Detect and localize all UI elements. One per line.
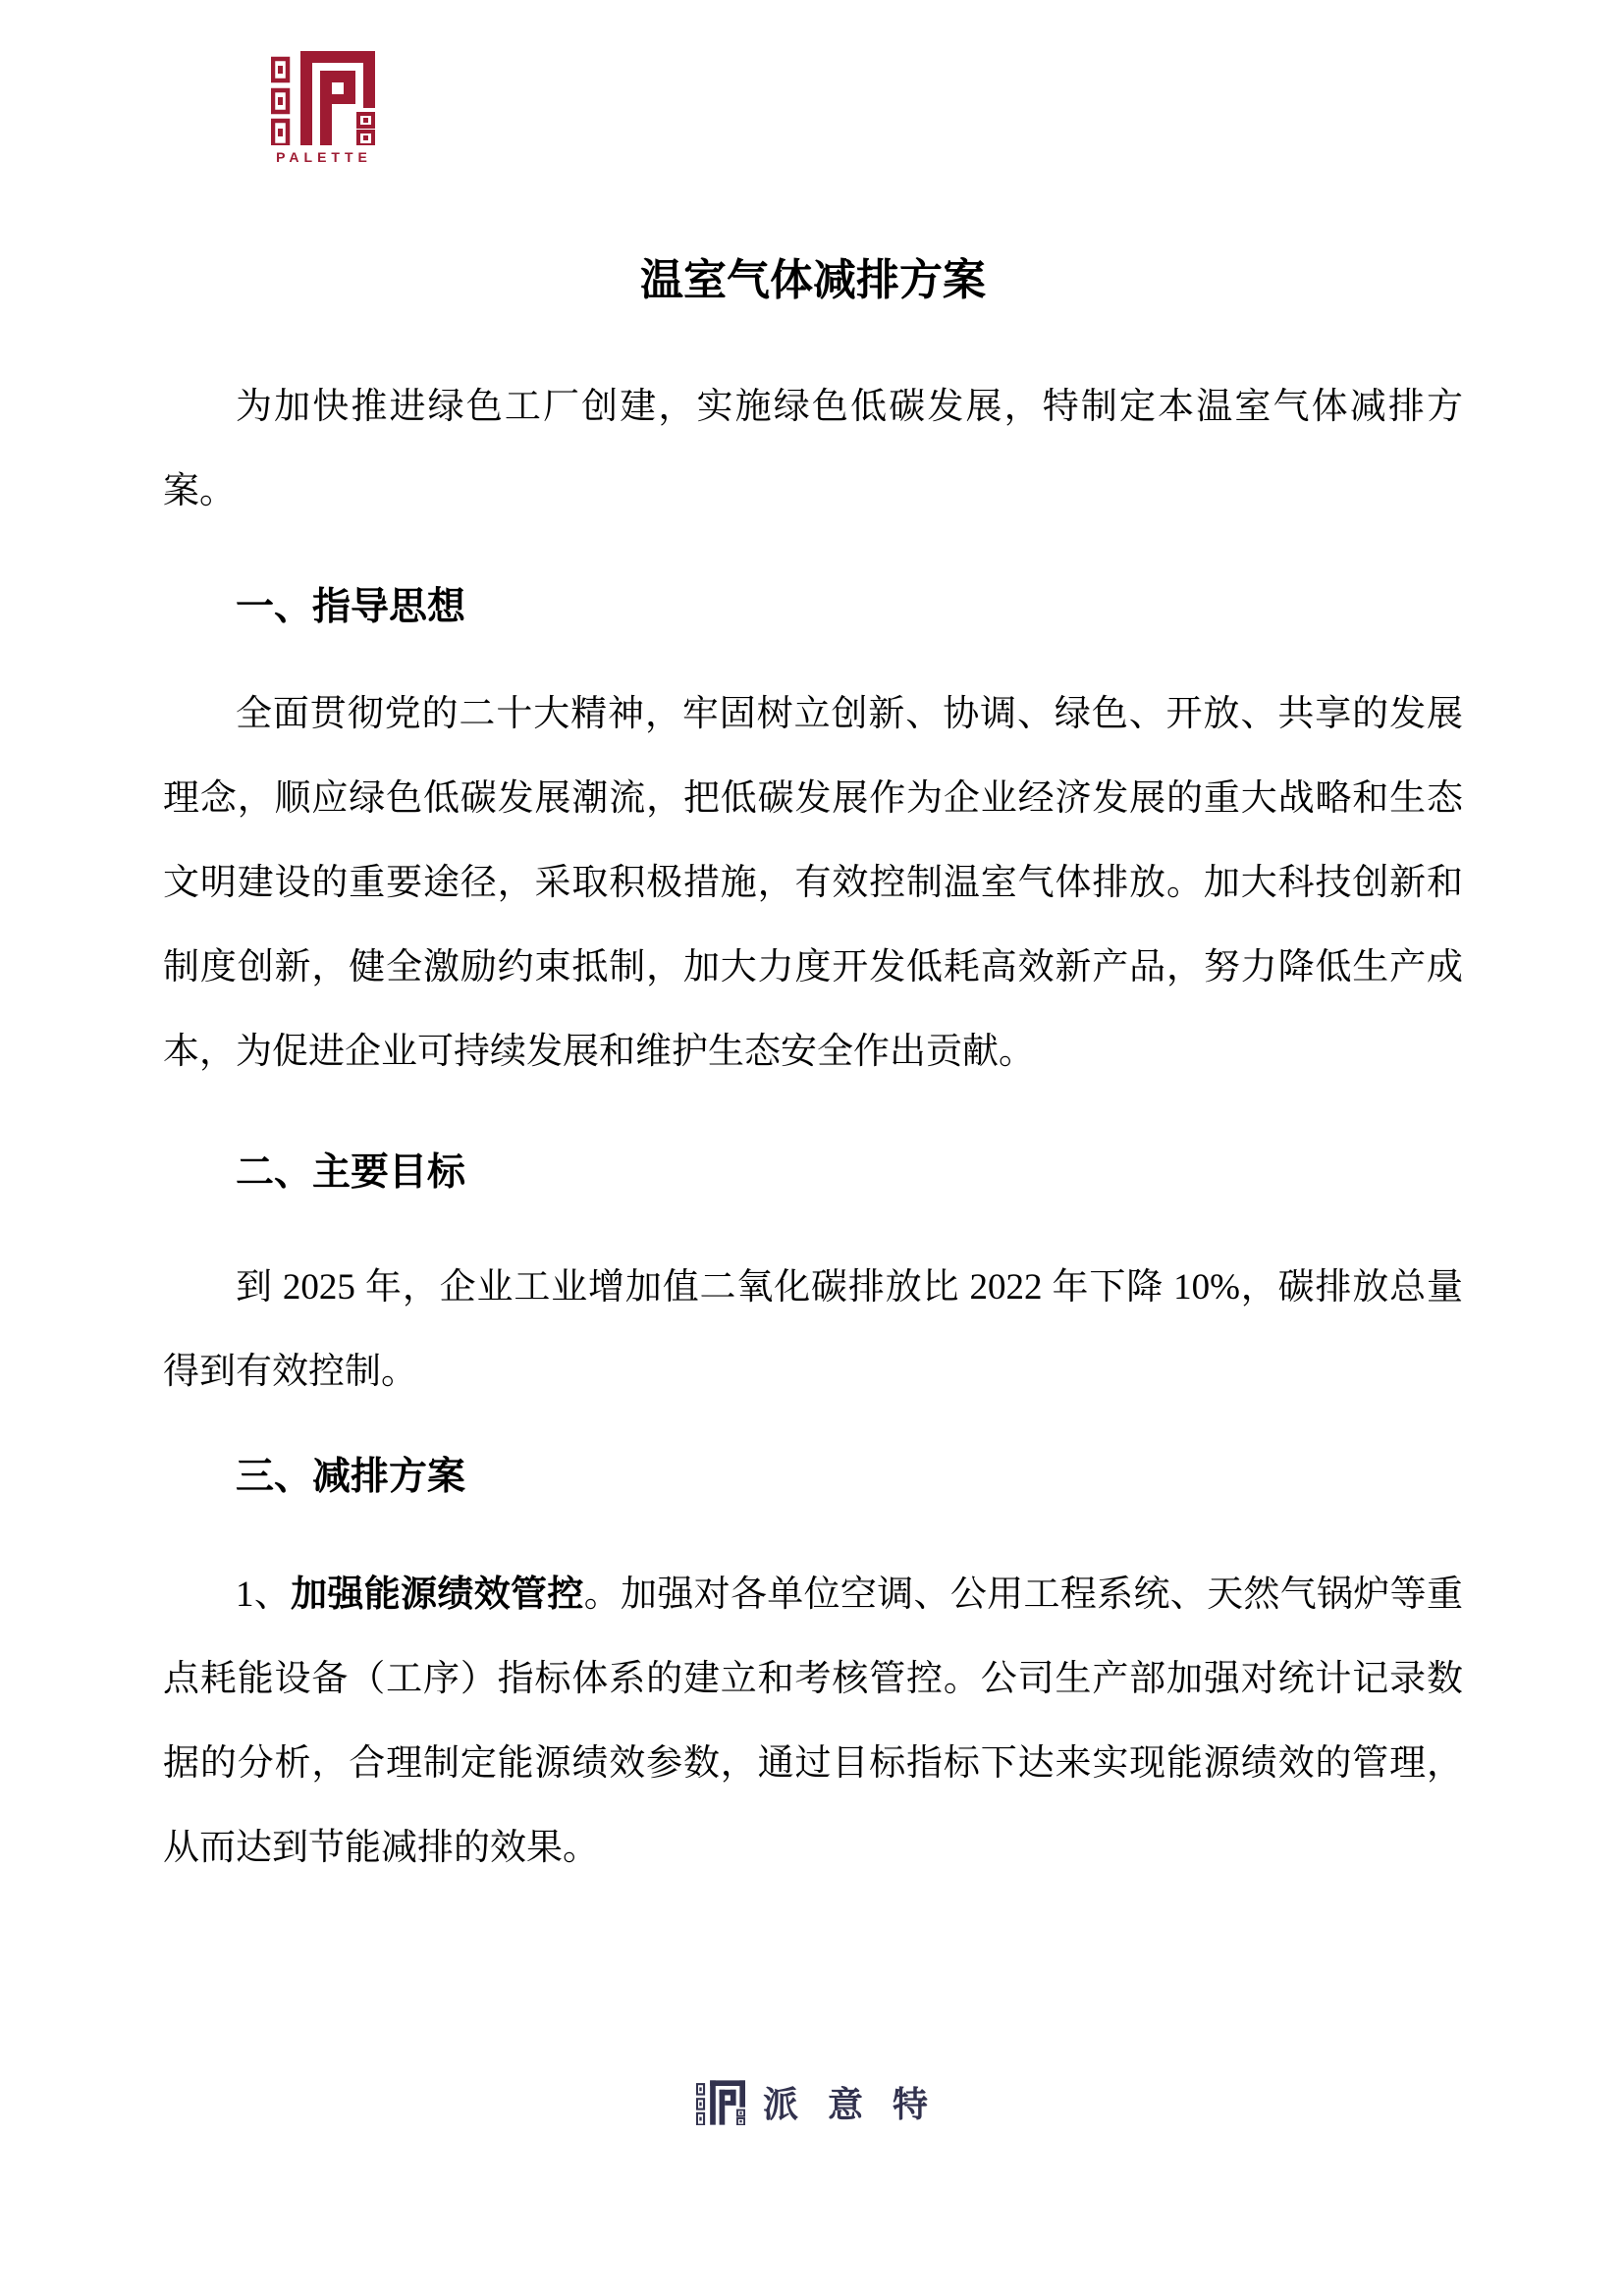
section-heading-1: 一、指导思想 <box>236 586 466 628</box>
section-heading-3: 三、减排方案 <box>236 1456 466 1498</box>
item-bold-lead: 加强能源绩效管控 <box>291 1574 584 1614</box>
section-2-paragraph: 到 2025 年，企业工业增加值二氧化碳排放比 2022 年下降 10%，碳排放总量得到有效控制。 <box>163 1267 1463 1392</box>
footer-brand <box>0 2077 1624 2127</box>
section-1-paragraph: 全面贯彻党的二十大精神，牢固树立创新、协调、绿色、开放、共享的发展理念，顺应绿色低碳发展潮流，把低碳发展作为企业经济发展的重大战略和生态文明建设的重要途径，采取积极措施，有效控制温室气体排放。加大科技创新和制度创新，健全激励约束抵制，加大力度开发低耗高效新产品，努力降低生产成本，为促进企业可持续发展和维护生态安全作出贡献。 <box>163 694 1463 1072</box>
document-content <box>163 0 1463 1891</box>
section-3-item-1 <box>163 1552 1463 1891</box>
item-number: 1、 <box>236 1575 292 1615</box>
section-heading-2: 二、主要目标 <box>236 1151 466 1194</box>
item-body-text: 。加强对各单位空调、公用工程系统、天然气锅炉等重点耗能设备（工序）指标体系的建立和考核管控。公司生产部加强对统计记录数据的分析，合理制定能源绩效参数，通过目标指标下达来实现能源绩效的管理，从而达到节能减排的效果。 <box>163 1575 1464 1868</box>
doc-title: 温室气体减排方案 <box>640 256 986 304</box>
footer-brand-text: 派意特 <box>762 2084 957 2124</box>
palette-wordmark: PALETTE <box>276 149 372 165</box>
intro-paragraph: 为加快推进绿色工厂创建，实施绿色低碳发展，特制定本温室气体减排方案。 <box>163 387 1463 511</box>
paiyite-maze-icon <box>696 2080 745 2125</box>
